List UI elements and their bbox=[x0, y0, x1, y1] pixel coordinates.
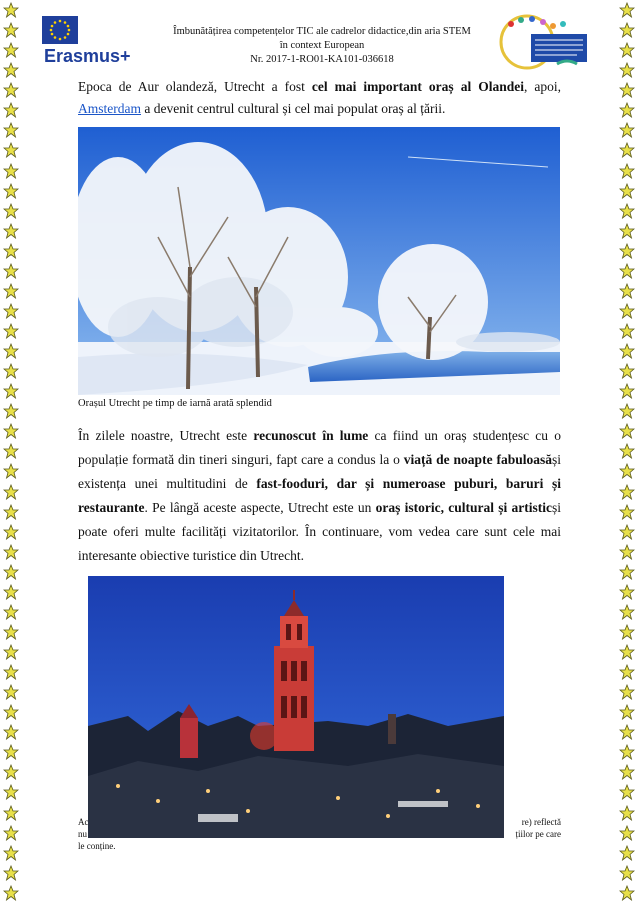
star-icon bbox=[3, 463, 19, 479]
star-icon bbox=[619, 263, 635, 279]
project-title-line2: în context European bbox=[279, 40, 365, 51]
star-icon bbox=[3, 744, 19, 760]
p2-text-5: și poate oferi multe facilități vizitatorilor. În continuare, vom vedea care sunt cele mai interesante obiective turistice din Utrecht. bbox=[78, 500, 561, 563]
star-icon bbox=[3, 163, 19, 179]
star-icon bbox=[3, 524, 19, 540]
star-icon bbox=[3, 443, 19, 459]
star-icon bbox=[619, 283, 635, 299]
left-star-border bbox=[0, 0, 22, 903]
p2-bold-4: oraș istoric, cultural și artistic bbox=[375, 500, 552, 515]
page-header bbox=[42, 10, 598, 74]
star-icon bbox=[619, 363, 635, 379]
star-icon bbox=[3, 624, 19, 640]
eu-flag-logo bbox=[42, 16, 78, 44]
star-icon bbox=[3, 122, 19, 138]
star-icon bbox=[3, 423, 19, 439]
star-icon bbox=[3, 604, 19, 620]
star-icon bbox=[3, 564, 19, 580]
footer-right-2: țiilor pe care bbox=[515, 829, 561, 839]
project-title-line1: Îmbunătățirea competențelor TIC ale cadrelor didactice,din aria STEM bbox=[173, 26, 471, 37]
star-icon bbox=[619, 42, 635, 58]
star-icon bbox=[3, 664, 19, 680]
amsterdam-link[interactable]: Amsterdam bbox=[78, 101, 141, 116]
star-icon bbox=[619, 243, 635, 259]
star-icon bbox=[3, 183, 19, 199]
star-icon bbox=[619, 724, 635, 740]
utrecht-winter-photo bbox=[78, 127, 560, 395]
star-icon bbox=[3, 704, 19, 720]
p1-text-3: a devenit centrul cultural și cel mai populat oraș al țării. bbox=[141, 101, 446, 116]
star-icon bbox=[3, 203, 19, 219]
star-icon bbox=[619, 504, 635, 520]
star-icon bbox=[3, 484, 19, 500]
star-icon bbox=[3, 845, 19, 861]
star-icon bbox=[619, 865, 635, 881]
star-icon bbox=[619, 644, 635, 660]
star-icon bbox=[3, 223, 19, 239]
footer-right-1: re) reflectă bbox=[521, 817, 561, 827]
p1-text-1: Epoca de Aur olandeză, Utrecht a fost bbox=[78, 79, 312, 94]
star-icon bbox=[619, 744, 635, 760]
footer-left-1: Ac bbox=[78, 817, 89, 827]
project-number: Nr. 2017-1-RO01-KA101-036618 bbox=[250, 54, 394, 65]
star-icon bbox=[3, 865, 19, 881]
star-icon bbox=[3, 805, 19, 821]
star-icon bbox=[619, 624, 635, 640]
star-icon bbox=[3, 283, 19, 299]
star-icon bbox=[3, 825, 19, 841]
star-icon bbox=[619, 584, 635, 600]
p2-text-2: ca fiind un oraș studențesc cu o populație formată din tineri singuri, fapt care a condus la o bbox=[78, 428, 561, 467]
star-icon bbox=[619, 484, 635, 500]
star-icon bbox=[619, 102, 635, 118]
star-icon bbox=[3, 644, 19, 660]
star-icon bbox=[619, 183, 635, 199]
winter-photo-caption: Orașul Utrecht pe timp de iarnă arată splendid bbox=[78, 398, 272, 409]
star-icon bbox=[619, 564, 635, 580]
star-icon bbox=[619, 343, 635, 359]
star-icon bbox=[3, 764, 19, 780]
star-icon bbox=[619, 223, 635, 239]
intro-paragraph bbox=[78, 76, 561, 120]
p2-text-4: . Pe lângă aceste aspecte, Utrecht este un bbox=[144, 500, 376, 515]
star-icon bbox=[3, 584, 19, 600]
project-logo bbox=[497, 12, 593, 72]
star-icon bbox=[619, 825, 635, 841]
star-icon bbox=[3, 784, 19, 800]
star-icon bbox=[619, 524, 635, 540]
p2-text-1: În zilele noastre, Utrecht este bbox=[78, 428, 254, 443]
star-icon bbox=[3, 142, 19, 158]
star-icon bbox=[619, 163, 635, 179]
star-icon bbox=[3, 684, 19, 700]
star-icon bbox=[619, 704, 635, 720]
star-icon bbox=[619, 885, 635, 901]
utrecht-night-photo bbox=[88, 576, 504, 838]
star-icon bbox=[3, 323, 19, 339]
star-icon bbox=[619, 403, 635, 419]
star-icon bbox=[3, 243, 19, 259]
star-icon bbox=[3, 504, 19, 520]
star-icon bbox=[619, 604, 635, 620]
star-icon bbox=[3, 42, 19, 58]
star-icon bbox=[3, 403, 19, 419]
star-icon bbox=[3, 343, 19, 359]
star-icon bbox=[3, 263, 19, 279]
star-icon bbox=[619, 664, 635, 680]
star-icon bbox=[3, 62, 19, 78]
star-icon bbox=[619, 142, 635, 158]
p2-bold-1: recunoscut în lume bbox=[253, 428, 369, 443]
p2-text-3: și existența unei multitudini de bbox=[78, 452, 561, 491]
star-icon bbox=[3, 383, 19, 399]
star-icon bbox=[619, 784, 635, 800]
star-icon bbox=[619, 82, 635, 98]
main-paragraph bbox=[78, 424, 561, 568]
star-icon bbox=[619, 544, 635, 560]
star-icon bbox=[3, 22, 19, 38]
footer-left-2: nu bbox=[78, 829, 87, 839]
star-icon bbox=[619, 764, 635, 780]
p2-bold-3: fast-fooduri, dar și numeroase puburi, baruri și restaurante bbox=[78, 476, 561, 515]
star-icon bbox=[619, 805, 635, 821]
star-icon bbox=[619, 323, 635, 339]
star-icon bbox=[3, 363, 19, 379]
footer-line-3: le conține. bbox=[78, 841, 116, 851]
star-icon bbox=[3, 102, 19, 118]
star-icon bbox=[3, 303, 19, 319]
star-icon bbox=[619, 443, 635, 459]
star-icon bbox=[619, 684, 635, 700]
star-icon bbox=[619, 22, 635, 38]
star-icon bbox=[3, 2, 19, 18]
p1-text-2: , apoi, bbox=[523, 79, 561, 94]
star-icon bbox=[3, 82, 19, 98]
star-icon bbox=[3, 724, 19, 740]
project-title bbox=[162, 25, 482, 67]
star-icon bbox=[619, 122, 635, 138]
star-icon bbox=[619, 845, 635, 861]
star-icon bbox=[619, 62, 635, 78]
p2-bold-2: viață de noapte fabuloasă bbox=[403, 452, 552, 467]
star-icon bbox=[619, 423, 635, 439]
p1-bold-1: cel mai important oraș al Olandei bbox=[311, 79, 524, 94]
star-icon bbox=[619, 463, 635, 479]
star-icon bbox=[619, 203, 635, 219]
star-icon bbox=[619, 303, 635, 319]
star-icon bbox=[3, 885, 19, 901]
star-icon bbox=[619, 383, 635, 399]
star-icon bbox=[619, 2, 635, 18]
right-star-border bbox=[616, 0, 638, 903]
star-icon bbox=[3, 544, 19, 560]
erasmus-logo-text: Erasmus+ bbox=[44, 46, 131, 66]
